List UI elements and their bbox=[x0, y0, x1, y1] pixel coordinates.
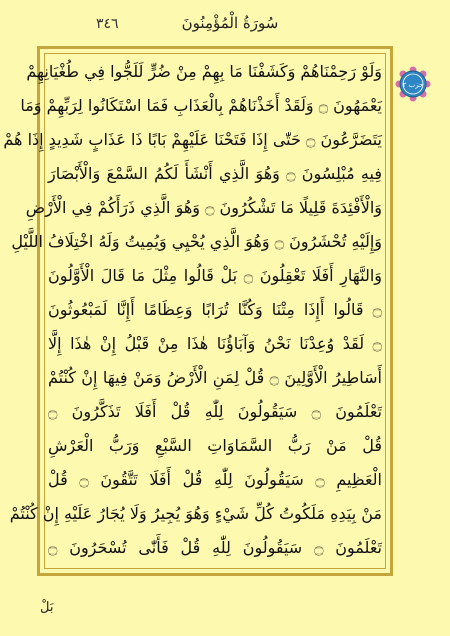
quran-text bbox=[3, 55, 386, 570]
text-line: ۝ لَقَدْ وُعِدْنَا نَحْنُ وَآبَاؤُنَا هٰذَا مِنْ قَبْلُ إِنْ هٰذَا إِلَّا bbox=[48, 334, 382, 353]
text-line: يَعْمَهُونَ ۝ وَلَقَدْ أَخَذْنَاهُمْ بِالْعَذَابِ فَمَا اسْتَكَانُوا لِرَبِّهِمْ وَمَا bbox=[20, 96, 382, 115]
text-line: تَعْلَمُونَ ۝ سَيَقُولُونَ لِلّٰهِ قُلْ فَأَنّٰى تُسْحَرُونَ ۝ bbox=[48, 538, 383, 557]
text-line: مَنْ بِيَدِهِ مَلَكُوتُ كُلِّ شَيْءٍ وَهُوَ يُجِيرُ وَلَا يُجَارُ عَلَيْهِ إِنْ كُنْتُمْ bbox=[9, 504, 382, 523]
text-line: تَعْلَمُونَ ۝ سَيَقُولُونَ لِلّٰهِ قُلْ أَفَلَا تَذَكَّرُونَ ۝ bbox=[48, 402, 382, 421]
text-line: أَسَاطِيرُ الْأَوَّلِينَ ۝ قُلْ لِمَنِ الْأَرْضُ وَمَنْ فِيهَا إِنْ كُنْتُمْ bbox=[48, 368, 382, 387]
surah-title: سُورَةُ الْمُؤْمِنُونَ bbox=[181, 14, 279, 32]
text-line: وَلَوْ رَحِمْنَاهُمْ وَكَشَفْنَا مَا بِهِمْ مِنْ ضُرٍّ لَلَجُّوا فِي طُغْيَانِهِمْ bbox=[26, 62, 382, 81]
text-line: ۝ قَالُوا أَإِذَا مِتْنَا وَكُنَّا تُرَابًا وَعِظَامًا أَإِنَّا لَمَبْعُوثُونَ bbox=[48, 300, 382, 319]
page-header bbox=[0, 0, 450, 36]
text-line: وَإِلَيْهِ تُحْشَرُونَ ۝ وَهُوَ الَّذِي يُحْيِي وَيُمِيتُ وَلَهُ اخْتِلَافُ اللَّيْلِ bbox=[11, 232, 382, 251]
text-line: الْعَظِيمِ ۝ سَيَقُولُونَ لِلّٰهِ قُلْ أَفَلَا تَتَّقُونَ ۝ قُلْ bbox=[48, 470, 383, 489]
text-line: يَتَضَرَّعُونَ ۝ حَتّٰى إِذَا فَتَحْنَا عَلَيْهِمْ بَابًا ذَا عَذَابٍ شَدِيدٍ إِذَا هُمْ bbox=[3, 130, 382, 149]
page-number: ٣٤٦ bbox=[96, 16, 119, 32]
text-line: قُلْ مَنْ رَبُّ السَّمَاوَاتِ السَّبْعِ وَرَبُّ الْعَرْشِ bbox=[48, 436, 382, 455]
text-line: وَالنَّهَارِ أَفَلَا تَعْقِلُونَ ۝ بَلْ قَالُوا مِثْلَ مَا قَالَ الْأَوَّلُونَ bbox=[48, 266, 383, 285]
hizb-marker bbox=[395, 66, 431, 102]
text-line: وَالْأَفْئِدَةَ قَلِيلًا مَا تَشْكُرُونَ ۝ وَهُوَ الَّذِي ذَرَأَكُمْ فِي الْأَرْضِ bbox=[25, 198, 382, 217]
hizb-label: حزب ٢ bbox=[402, 81, 424, 89]
catchword: بَلْ bbox=[40, 600, 54, 615]
hizb-rosette-icon bbox=[395, 66, 431, 102]
text-line: فِيهِ مُبْلِسُونَ ۝ وَهُوَ الَّذِي أَنْشَأَ لَكُمُ السَّمْعَ وَالْأَبْصَارَ bbox=[48, 164, 382, 183]
